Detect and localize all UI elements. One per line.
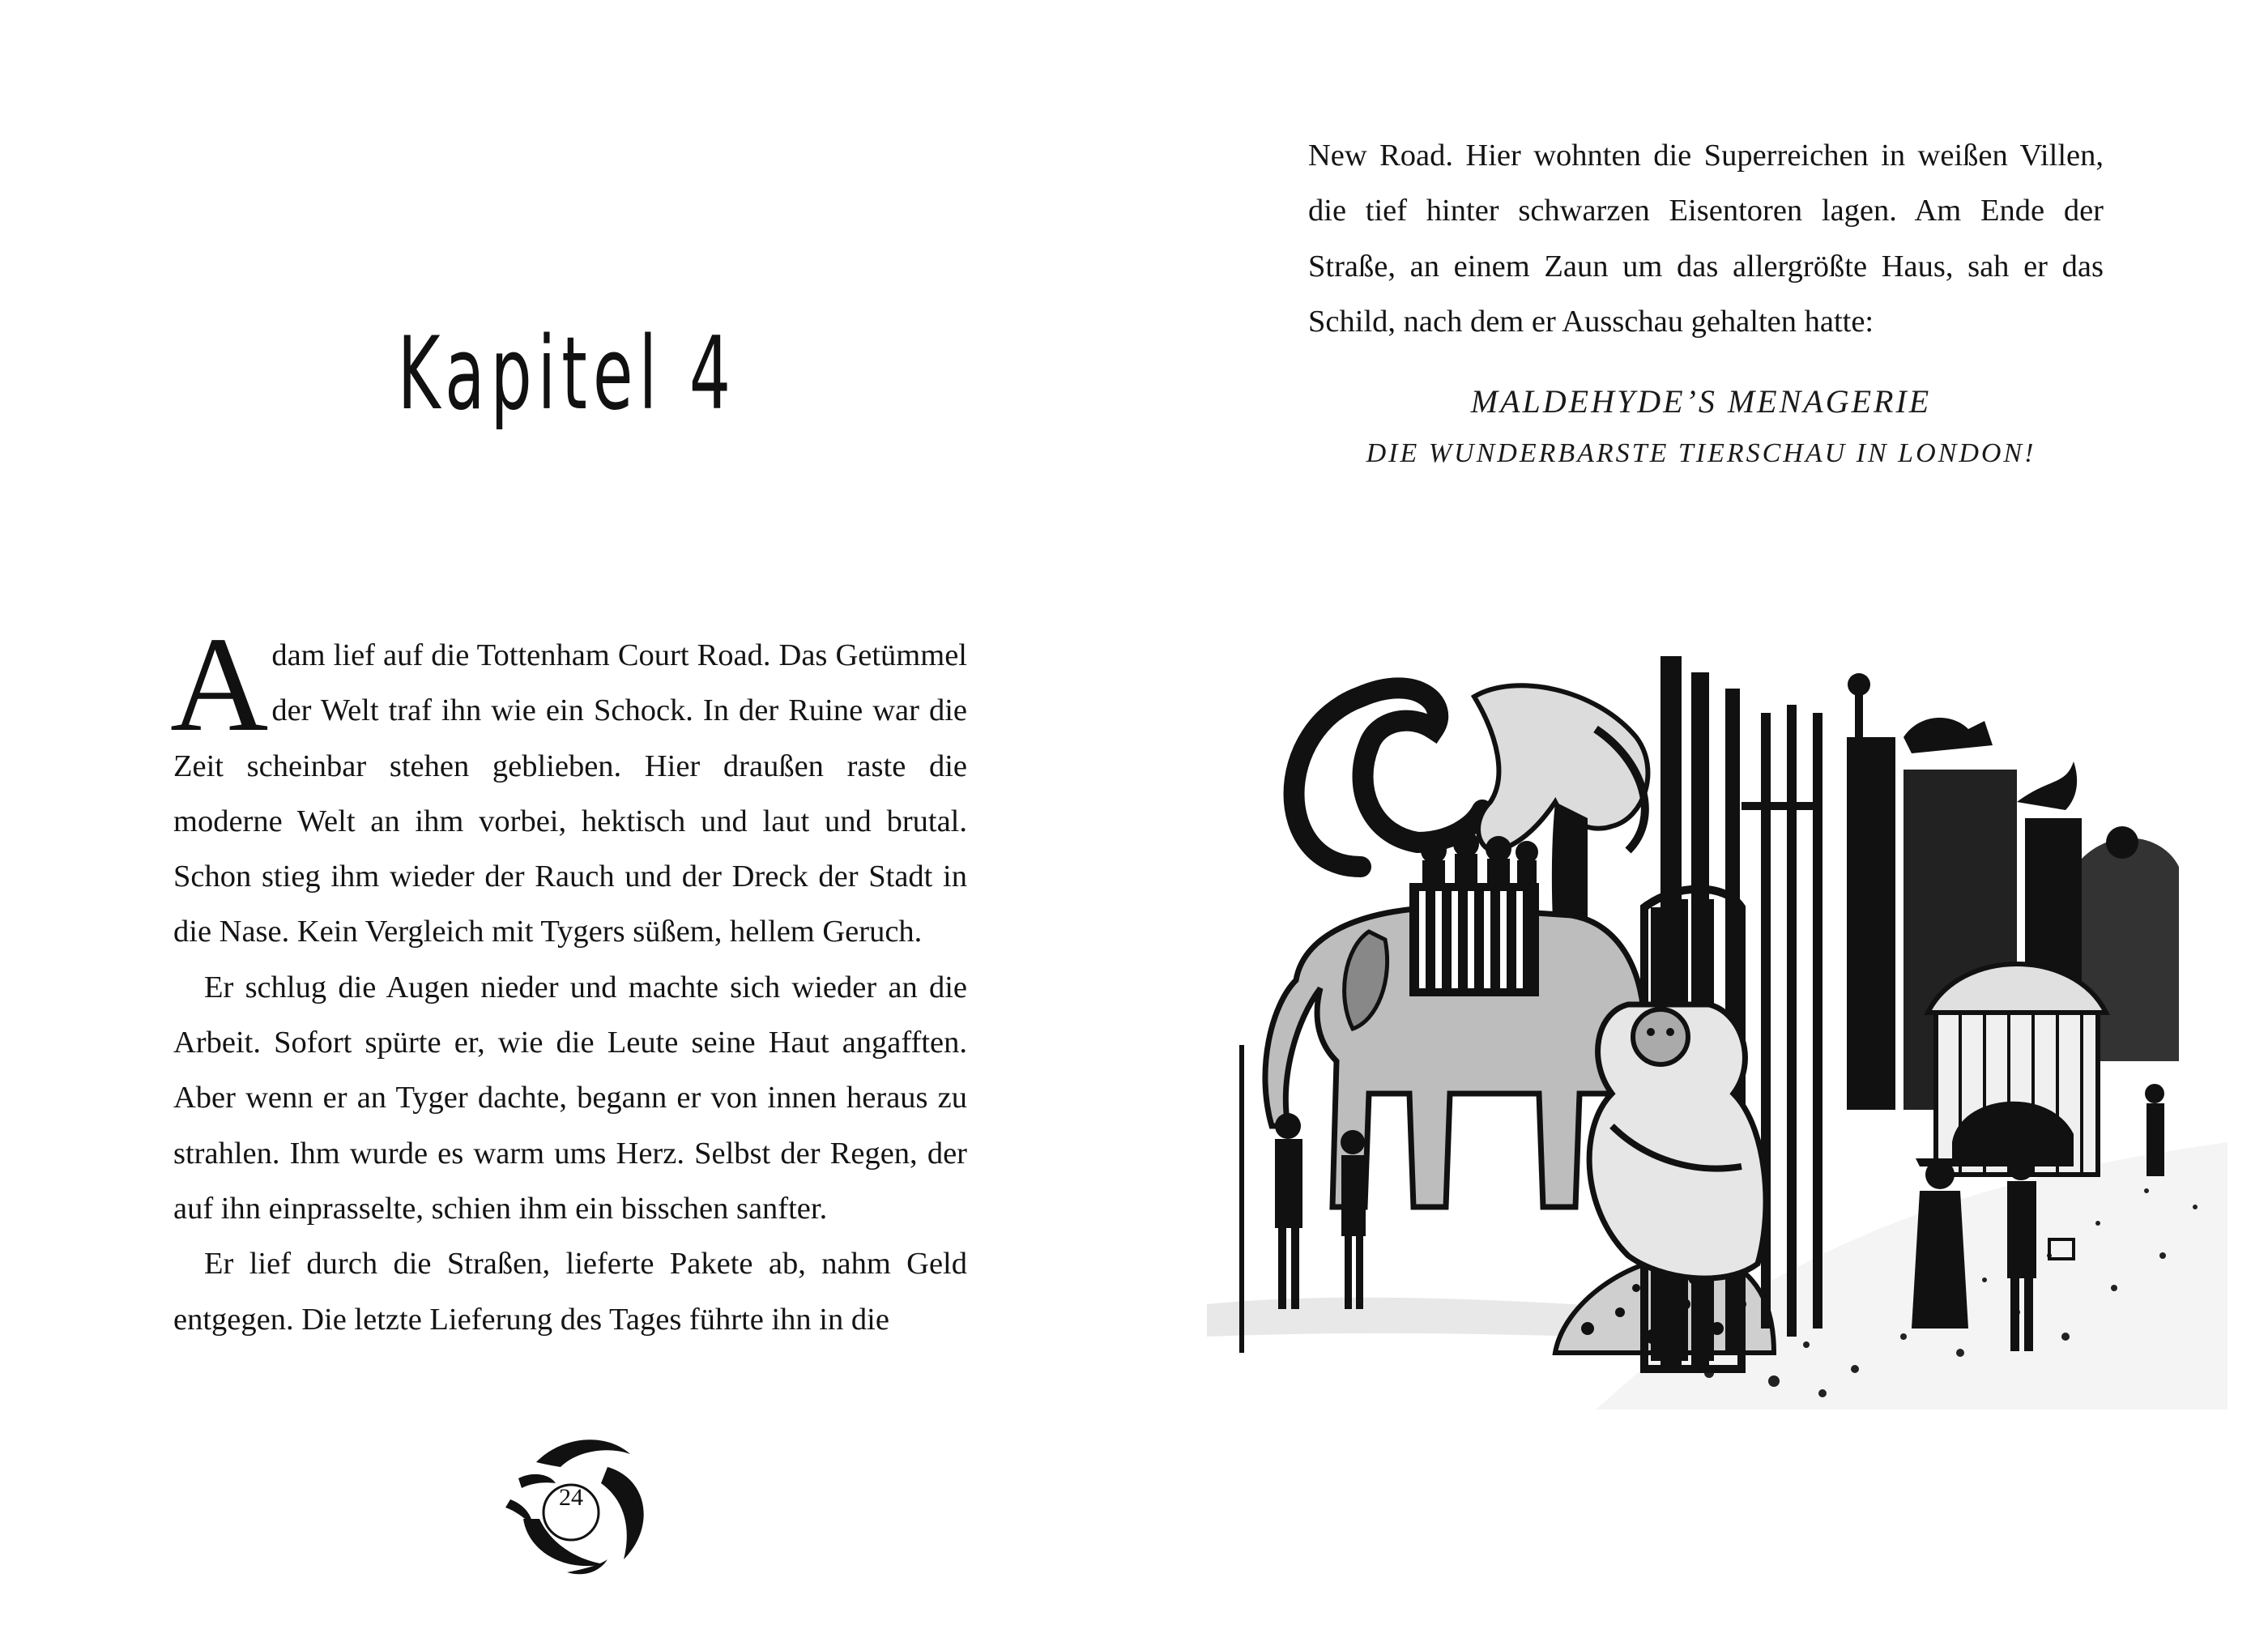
page-number: 24 (559, 1484, 583, 1511)
right-page (1134, 0, 2268, 1642)
seated-monkey (1589, 1004, 1766, 1278)
paragraph-2: Er schlug die Augen nieder und machte sich wieder an die Arbeit. Sofort spürte er, wie die Leute seine Haut angafften. Aber wenn er an Tyger dachte, begann er von innen heraus zu strahlen. Ihm wurde es warm ums Herz. Selbst der Regen, der auf ihn einprasselte, schien ihm ein bisschen sanfter. (173, 970, 967, 1226)
sign-line-2: DIE WUNDERBARSTE TIERSCHAU IN LONDON! (1366, 438, 2036, 468)
sign-line-1: MALDEHYDE’S MENAGERIE (1470, 383, 1932, 420)
paragraph-1-text: dam lief auf die Tottenham Court Road. Das Getümmel der Welt traf ihn wie ein Schock. In der Ruine war die Zeit scheinbar stehen geblieben. Hier draußen raste die moderne Welt an ihm vorbei, hektisch und laut und brutal. Schon stieg ihm wieder der Rauch und der Dreck der Stadt in die Nase. Kein Vergleich mit Tygers süßem, hellem Geruch. (173, 638, 967, 949)
right-paragraph: New Road. Hier wohnten die Superreichen in weißen Villen, die tief hinter schwarzen Eisentoren lagen. Am Ende der Straße, an einem Zaun um das allergrößte Haus, sah er das Schild, nach dem er Ausschau gehalten hatte: (1308, 139, 2104, 339)
chapter-title: Kapitel 4 (397, 316, 737, 433)
menagerie-illustration (1207, 640, 2236, 1410)
dropcap-letter: A (170, 609, 269, 760)
paragraph-1 (170, 609, 967, 960)
menagerie-sign (1134, 375, 2268, 479)
right-body-text (1308, 128, 2104, 349)
paragraph-3: Er lief durch die Straßen, lieferte Pakete ab, nahm Geld entgegen. Die letzte Lieferung des Tages führte ihn in die (173, 1247, 967, 1337)
gazebo-cage (1928, 964, 2106, 1175)
body-text (170, 609, 967, 1347)
